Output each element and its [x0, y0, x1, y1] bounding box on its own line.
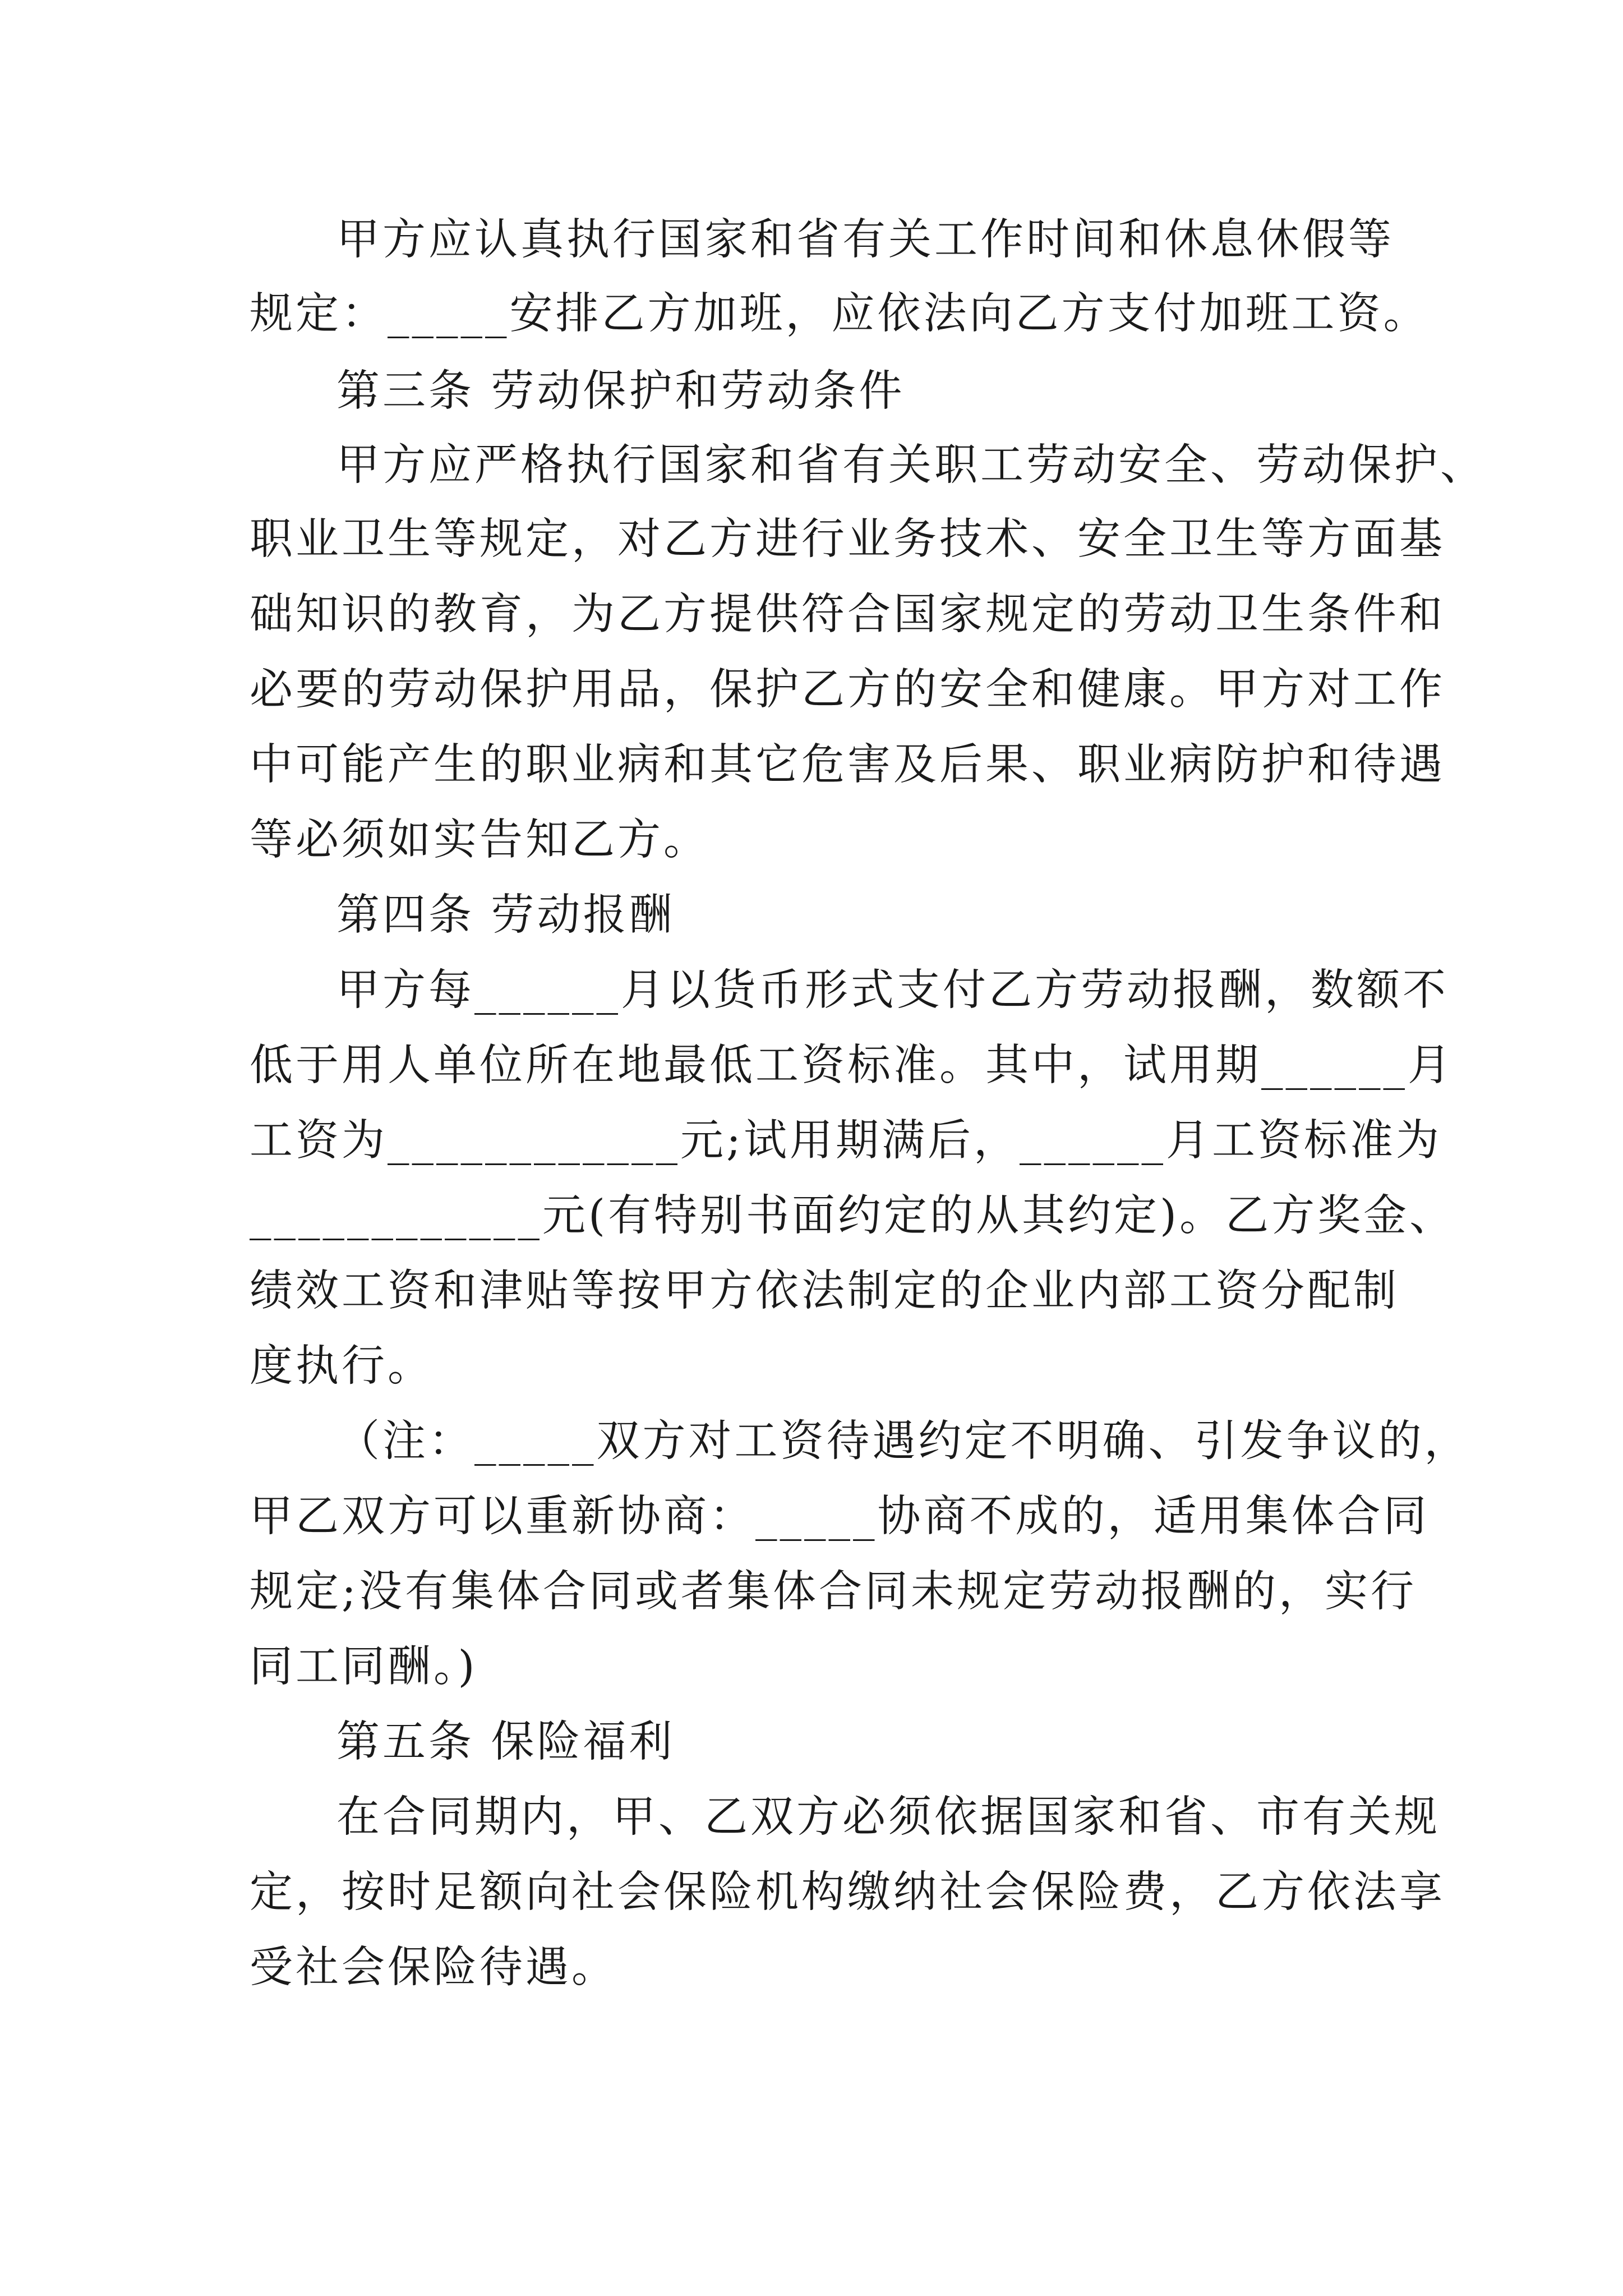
paragraph-line: 础知识的教育，为乙方提供符合国家规定的劳动卫生条件和	[250, 590, 1445, 639]
paragraph-line: 低于用人单位所在地最低工资标准。其中，试用期______月	[250, 1041, 1454, 1091]
paragraph-line: 甲方应严格执行国家和省有关职工劳动安全、劳动保护、	[336, 440, 1486, 490]
paragraph-line: 度执行。	[250, 1341, 434, 1391]
paragraph-line: 定，按时足额向社会保险机构缴纳社会保险费，乙方依法享	[250, 1867, 1445, 1917]
paragraph-line: 中可能产生的职业病和其它危害及后果、职业病防护和待遇	[250, 740, 1445, 790]
paragraph-line: ____________元(有特别书面约定的从其约定)。乙方奖金、	[250, 1191, 1456, 1241]
note-line: 同工同酬。)	[250, 1642, 478, 1692]
paragraph-line: 甲方应认真执行国家和省有关工作时间和休息休假等	[336, 215, 1394, 265]
section-heading: 第四条 劳动报酬	[336, 890, 675, 940]
section-heading: 第五条 保险福利	[336, 1717, 675, 1767]
paragraph-line: 职业卫生等规定，对乙方进行业务技术、安全卫生等方面基	[250, 514, 1445, 564]
paragraph-line: 甲方每______月以货币形式支付乙方劳动报酬，数额不	[336, 965, 1449, 1015]
note-line: （注：_____双方对工资待遇约定不明确、引发争议的，	[336, 1416, 1470, 1466]
paragraph-line: 等必须如实告知乙方。	[250, 815, 709, 865]
section-heading: 第三条 劳动保护和劳动条件	[336, 366, 905, 416]
paragraph-line: 规定：_____安排乙方加班，应依法向乙方支付加班工资。	[250, 289, 1430, 339]
paragraph-line: 工资为____________元;试用期满后，______月工资标准为	[250, 1116, 1442, 1166]
paragraph-line: 受社会保险待遇。	[250, 1943, 617, 1993]
paragraph-line: 必要的劳动保护用品，保护乙方的安全和健康。甲方对工作	[250, 665, 1445, 715]
paragraph-line: 绩效工资和津贴等按甲方依法制定的企业内部工资分配制	[250, 1266, 1399, 1316]
note-line: 甲乙双方可以重新协商：_____协商不成的，适用集体合同	[250, 1492, 1430, 1542]
note-line: 规定;没有集体合同或者集体合同未规定劳动报酬的，实行	[250, 1567, 1417, 1617]
paragraph-line: 在合同期内，甲、乙双方必须依据国家和省、市有关规	[336, 1792, 1440, 1842]
